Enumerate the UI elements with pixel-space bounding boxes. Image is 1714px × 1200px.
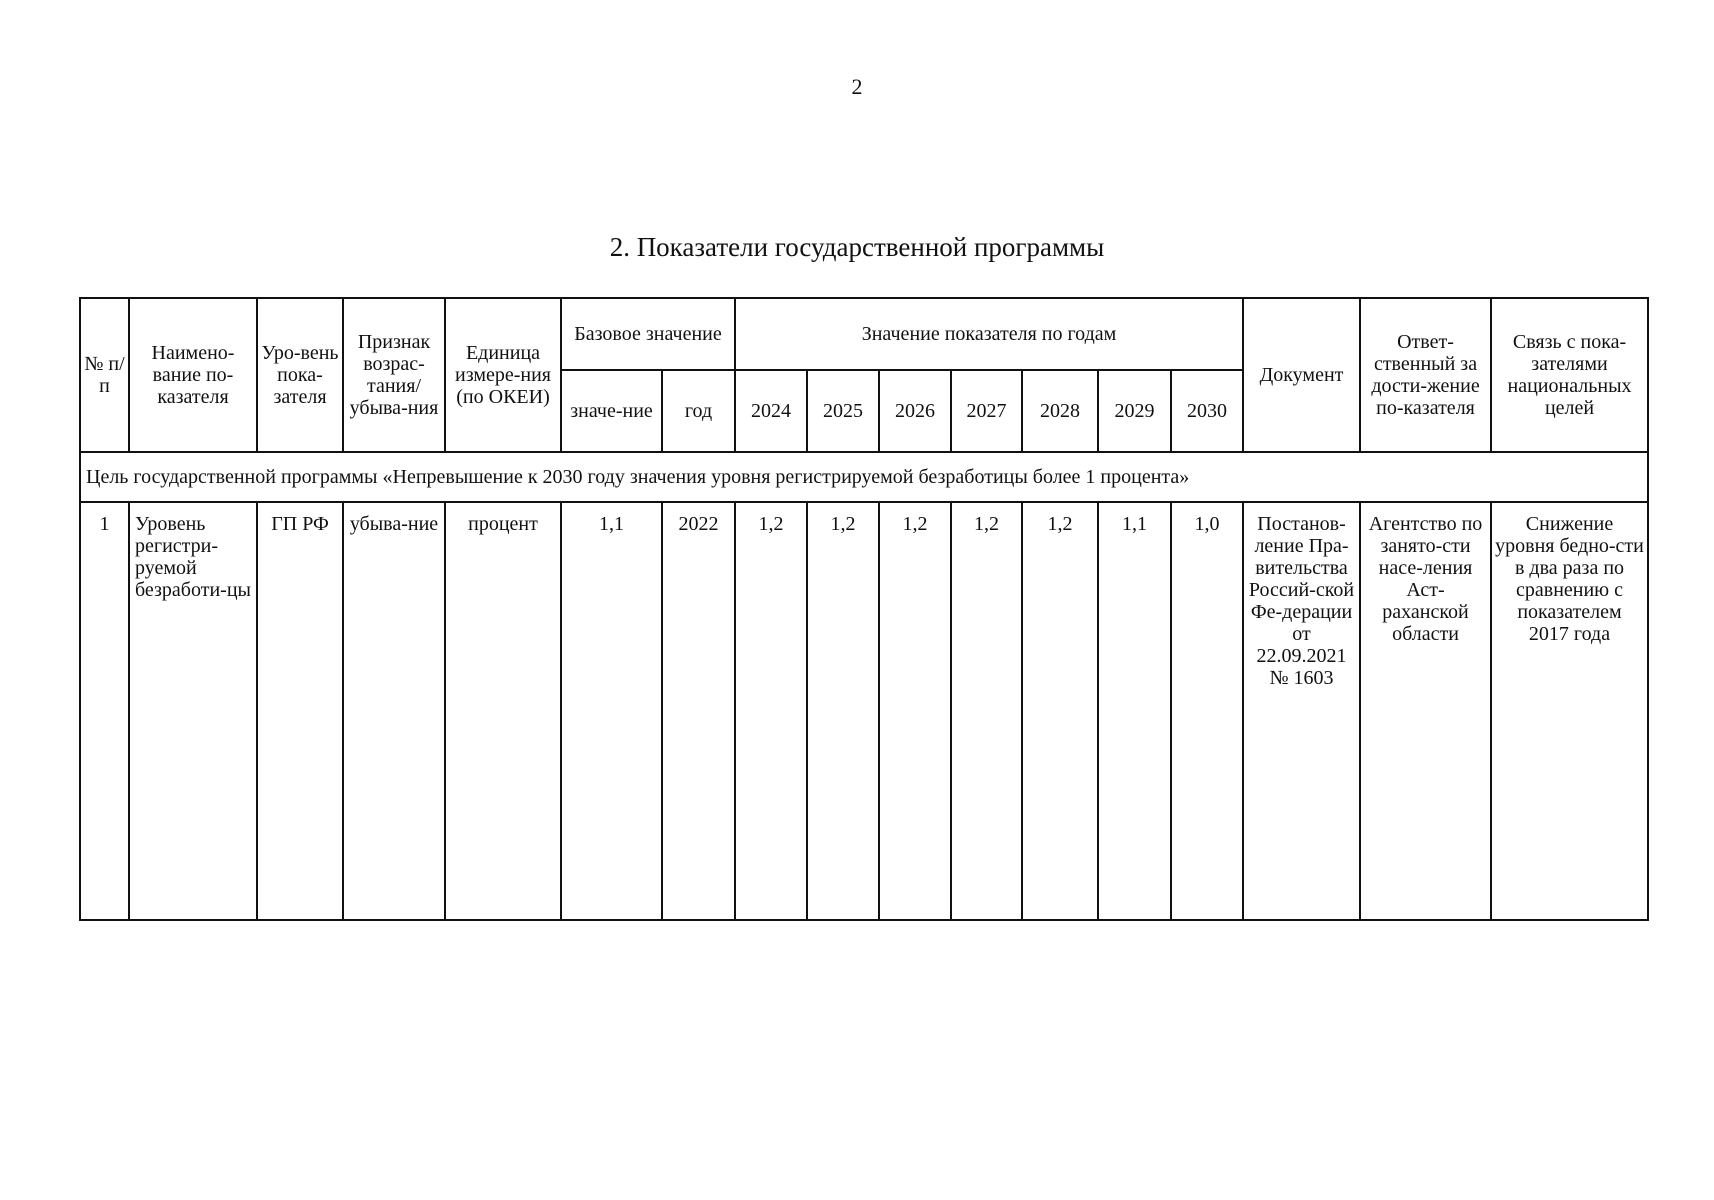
table-row — [80, 502, 1648, 920]
header-document: Документ — [1243, 298, 1360, 452]
year-value: 1,0 — [1171, 502, 1243, 920]
header-year: 2026 — [879, 370, 951, 452]
page-number: 2 — [851, 74, 863, 99]
header-year: 2030 — [1171, 370, 1243, 452]
header-indicator-name: Наимено-вание по-казателя — [129, 298, 257, 452]
header-year: 2029 — [1098, 370, 1171, 452]
base-year: 2022 — [662, 502, 735, 920]
header-base-year: год — [662, 370, 735, 452]
goal-row — [80, 452, 1648, 502]
indicators-table — [79, 297, 1649, 921]
year-value: 1,1 — [1098, 502, 1171, 920]
program-goal: Цель государственной программы «Непревышение к 2030 году значения уровня регистрируемой безработицы более 1 процента» — [80, 452, 1648, 502]
header-responsible: Ответ-ственный за дости-жение по-казателя — [1360, 298, 1491, 452]
header-year: 2025 — [807, 370, 879, 452]
header-number: № п/п — [80, 298, 129, 452]
indicators-table-wrapper — [79, 297, 1649, 921]
base-value: 1,1 — [561, 502, 662, 920]
year-value: 1,2 — [807, 502, 879, 920]
indicator-unit: процент — [445, 502, 561, 920]
year-value: 1,2 — [879, 502, 951, 920]
header-base: Базовое значение — [561, 298, 735, 370]
header-year: 2028 — [1022, 370, 1098, 452]
header-unit: Единица измере-ния (по ОКЕИ) — [445, 298, 561, 452]
document-reference: Постанов-ление Пра-вительства Россий-ской Фе-дерации от 22.09.2021 № 1603 — [1243, 502, 1360, 920]
header-year: 2027 — [951, 370, 1022, 452]
section-title: 2. Показатели государственной программы — [609, 232, 1105, 262]
header-values-by-year: Значение показателя по годам — [735, 298, 1243, 370]
indicator-level: ГП РФ — [257, 502, 343, 920]
row-number: 1 — [80, 502, 129, 920]
responsible-agency: Агентство по занято-сти насе-ления Аст-раханской области — [1360, 502, 1491, 920]
header-trend: Признак возрас-тания/ убыва-ния — [343, 298, 445, 452]
year-value: 1,2 — [735, 502, 807, 920]
national-goal-link: Снижение уровня бедно-сти в два раза по сравнению с показателем 2017 года — [1491, 502, 1648, 920]
indicator-name: Уровень регистри-руемой безработи-цы — [129, 502, 257, 920]
header-indicator-level: Уро-вень пока-зателя — [257, 298, 343, 452]
indicator-trend: убыва-ние — [343, 502, 445, 920]
header-national-goals-link: Связь с пока-зателями национальных целей — [1491, 298, 1648, 452]
header-year: 2024 — [735, 370, 807, 452]
year-value: 1,2 — [951, 502, 1022, 920]
year-value: 1,2 — [1022, 502, 1098, 920]
header-base-value: значе-ние — [561, 370, 662, 452]
